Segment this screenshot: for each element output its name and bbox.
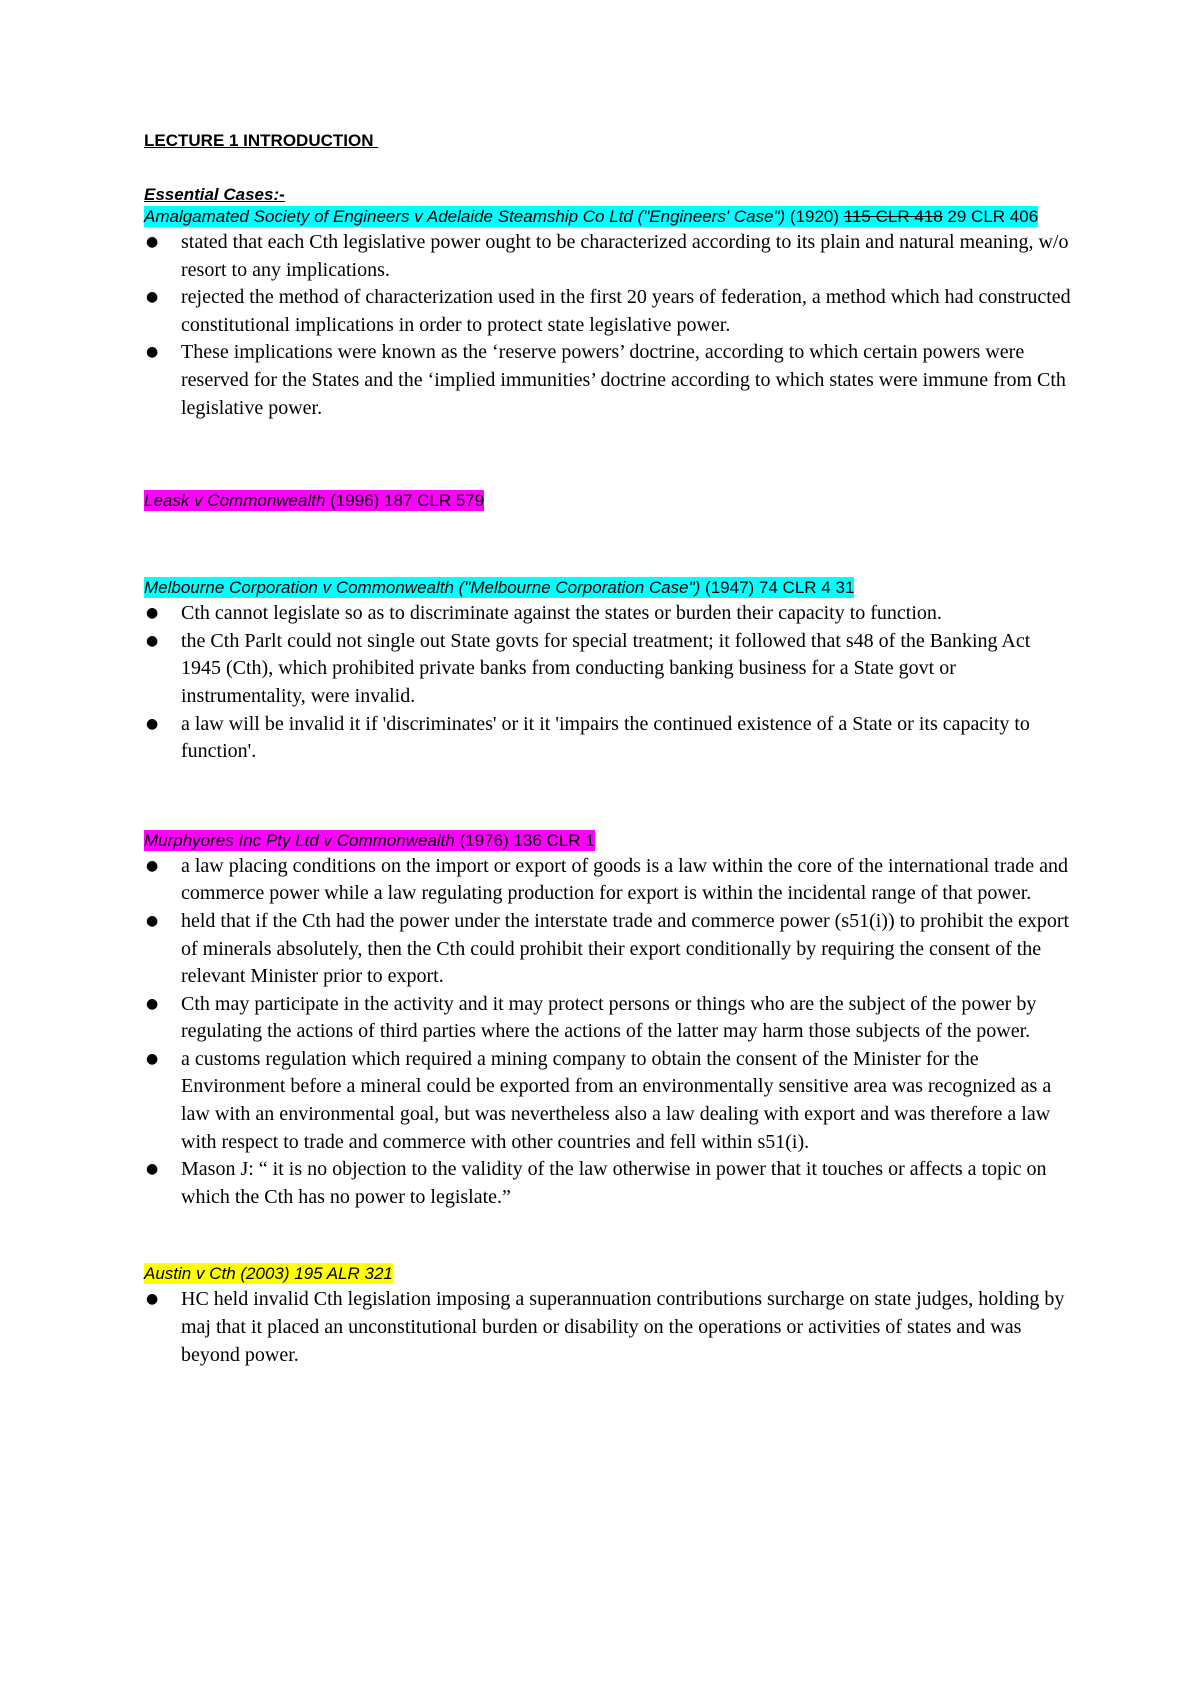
case-title: [144, 490, 484, 511]
struck-citation: 115 CLR 418: [843, 207, 943, 226]
case-name: Leask v Commonwealth: [144, 491, 326, 511]
essential-cases-subheading: Essential Cases:-: [144, 185, 285, 204]
bullet-icon: ●: [146, 289, 159, 306]
list-item: ● a customs regulation which required a mining company to obtain the consent of the Minister for the Environment before a mineral could be exported from an environmentally sensitive area was recognized as a law with an environmental goal, but was nevertheless also a law dealing with export and was therefore a law with respect to trade and commerce with other countries and fell within s51(i).: [146, 1047, 1052, 1153]
case-year: (1996) 187 CLR 579: [325, 491, 485, 511]
case-leask: [144, 490, 1074, 513]
case-austin: [144, 1263, 1074, 1369]
list-item: ● a law placing conditions on the import or export of goods is a law within the core of the international trade and commerce power while a law regulating production for export is within the incidental range of that power.: [146, 854, 1068, 905]
bullet-icon: ●: [146, 344, 159, 361]
list-item: ● These implications were known as the ‘reserve powers’ doctrine, according to which certain powers were reserved for the States and the ‘implied immunities’ doctrine according to which states were immune from Cth legislative power.: [146, 341, 1066, 419]
list-item: ● HC held invalid Cth legislation imposing a superannuation contributions surcharge on state judges, holding by maj that it placed an unconstitutional burden or disability on the operations or activities of states and was beyond power.: [146, 1288, 1065, 1366]
bullet-icon: ●: [146, 234, 159, 250]
case-year: (1947) 74 CLR 4 31: [700, 578, 855, 598]
case-title: [144, 577, 854, 598]
bullet-icon: ●: [146, 995, 159, 1012]
list-item: ● stated that each Cth legislative power ought to be characterized according to its plain and natural meaning, w/o resort to any implications.: [146, 231, 1069, 281]
bullet-icon: ●: [146, 715, 159, 732]
case-bullet-list: [144, 853, 1074, 1212]
case-year: (1976) 136 CLR 1: [454, 830, 595, 850]
list-item: ● Mason J: “ it is no objection to the validity of the law otherwise in power that it touches or affects a topic on which the Cth has no power to legislate.”: [146, 1158, 1047, 1208]
case-bullet-list: [144, 600, 1074, 766]
case-name: Austin v Cth (2003) 195 ALR 321: [144, 1264, 393, 1284]
bullet-icon: ●: [146, 857, 159, 874]
case-murphyores: [144, 830, 1074, 1212]
list-item: ● Cth may participate in the activity and it may protect persons or things who are the subject of the power by regulating the actions of third parties where the actions of the latter may harm those subjects of the power.: [146, 992, 1037, 1043]
case-title: [144, 206, 1038, 227]
bullet-icon: ●: [146, 1050, 159, 1067]
case-engineers: [144, 206, 1074, 422]
list-item: ● a law will be invalid it if 'discriminates' or it it 'impairs the continued existence of a State or its capacity to function'.: [146, 712, 1030, 763]
bullet-icon: ●: [146, 605, 159, 622]
case-name: Melbourne Corporation v Commonwealth ("Melbourne Corporation Case"): [144, 578, 701, 598]
case-year: (1920): [785, 207, 844, 226]
document-content: [144, 130, 1074, 1369]
list-item: ● rejected the method of characterization used in the first 20 years of federation, a method which had constructed constitutional implications in order to protect state legislative power.: [146, 286, 1071, 336]
case-melbourne-corporation: [144, 577, 1074, 766]
lecture-heading: LECTURE 1 INTRODUCTION: [144, 131, 379, 150]
list-item: ● the Cth Parlt could not single out State govts for special treatment; it followed that s48 of the Banking Act 1945 (Cth), which prohibited private banks from conducting banking business for a State govt or instrumentality, were invalid.: [146, 629, 1031, 707]
list-item: ● Cth cannot legislate so as to discriminate against the states or burden their capacity to function.: [144, 600, 1074, 628]
bullet-icon: ●: [146, 1291, 159, 1308]
list-item: ● held that if the Cth had the power under the interstate trade and commerce power (s51(i)) to prohibit the export of minerals absolutely, then the Cth could prohibit their export conditionally by requiring the consent of the relevant Minister prior to export.: [146, 909, 1070, 988]
bullet-icon: ●: [146, 1161, 159, 1178]
case-bullet-list: [144, 1286, 1074, 1369]
case-bullet-list: [144, 229, 1074, 422]
bullet-icon: ●: [146, 632, 159, 649]
case-title: [144, 1263, 393, 1284]
case-name: Amalgamated Society of Engineers v Adelaide Steamship Co Ltd ("Engineers' Case"): [144, 207, 786, 226]
bullet-icon: ●: [146, 912, 159, 929]
case-name: Murphyores Inc Pty Ltd v Commonwealth: [144, 830, 455, 850]
case-citation: 29 CLR 406: [942, 207, 1039, 226]
case-title: [144, 830, 595, 851]
